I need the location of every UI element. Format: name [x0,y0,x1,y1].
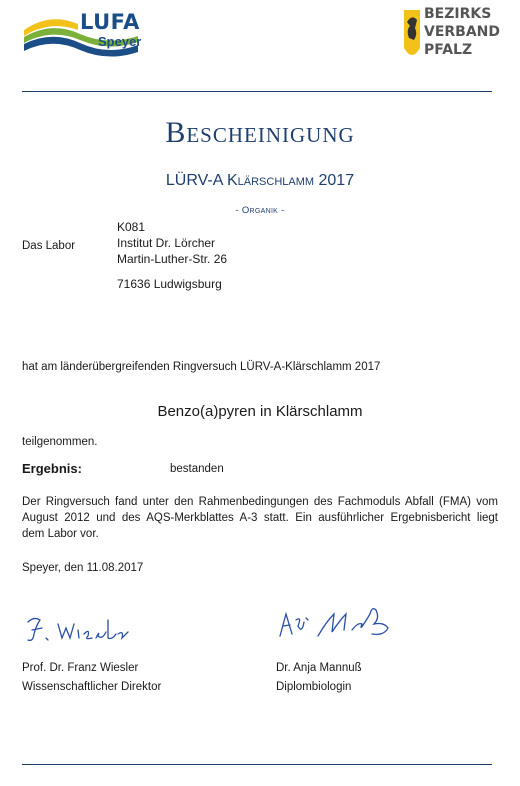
lion-emblem-icon [402,8,422,64]
signatory-2-name: Dr. Anja Mannuß [276,662,362,674]
title-rest: escheinigung [186,116,355,149]
participation-line: hat am länderübergreifenden Ringversuch LÜRV-A-Klärschlamm 2017 [22,361,381,373]
paragraph-line-1: Der Ringversuch fand unter den Rahmenbedingungen des Fachmoduls Abfall (FMA) vom [22,496,498,508]
bezirksverband-line-1: BEZIRKS [424,6,492,22]
participated-text: teilgenommen. [22,436,98,448]
parameter-heading: Benzo(a)pyren in Klärschlamm [157,403,363,420]
signatory-1-name: Prof. Dr. Franz Wiesler [22,662,139,674]
lab-name: Institut Dr. Lörcher [117,236,216,250]
title-initial: B [165,116,187,149]
conditions-paragraph [22,494,498,542]
bezirksverband-logo [402,4,514,68]
lab-street: Martin-Luther-Str. 26 [117,252,228,266]
place-date: Speyer, den 11.08.2017 [22,562,144,574]
top-divider [22,91,492,92]
signature-mannuss [276,600,396,646]
signatory-1-role: Wissenschaftlicher Direktor [22,681,162,693]
paragraph-line-3: dem Labor vor. [22,528,99,540]
signatory-2-role: Diplombiologin [276,681,352,693]
bezirksverband-line-3: PFALZ [424,42,473,58]
signature-wiesler [24,612,134,648]
lufa-wordmark: LUFA [80,10,140,34]
lab-code: K081 [117,220,146,234]
lab-city: 71636 Ludwigsburg [117,277,222,291]
lufa-logo [22,6,140,58]
lab-label: Das Labor [22,240,76,252]
certificate-title [0,116,520,150]
result-label: Ergebnis: [22,461,82,476]
paragraph-line-2: August 2012 und des AQS-Merkblattes A-3 statt. Ein ausführlicher Ergebnisbericht liegt [22,512,498,524]
bottom-divider [22,764,492,765]
bezirksverband-line-2: VERBAND [424,24,501,40]
lufa-location: Speyer [98,34,142,49]
result-value: bestanden [170,463,224,475]
category-label: - Organik - [235,205,285,216]
certificate-subtitle: LÜRV-A Klärschlamm 2017 [165,172,355,189]
